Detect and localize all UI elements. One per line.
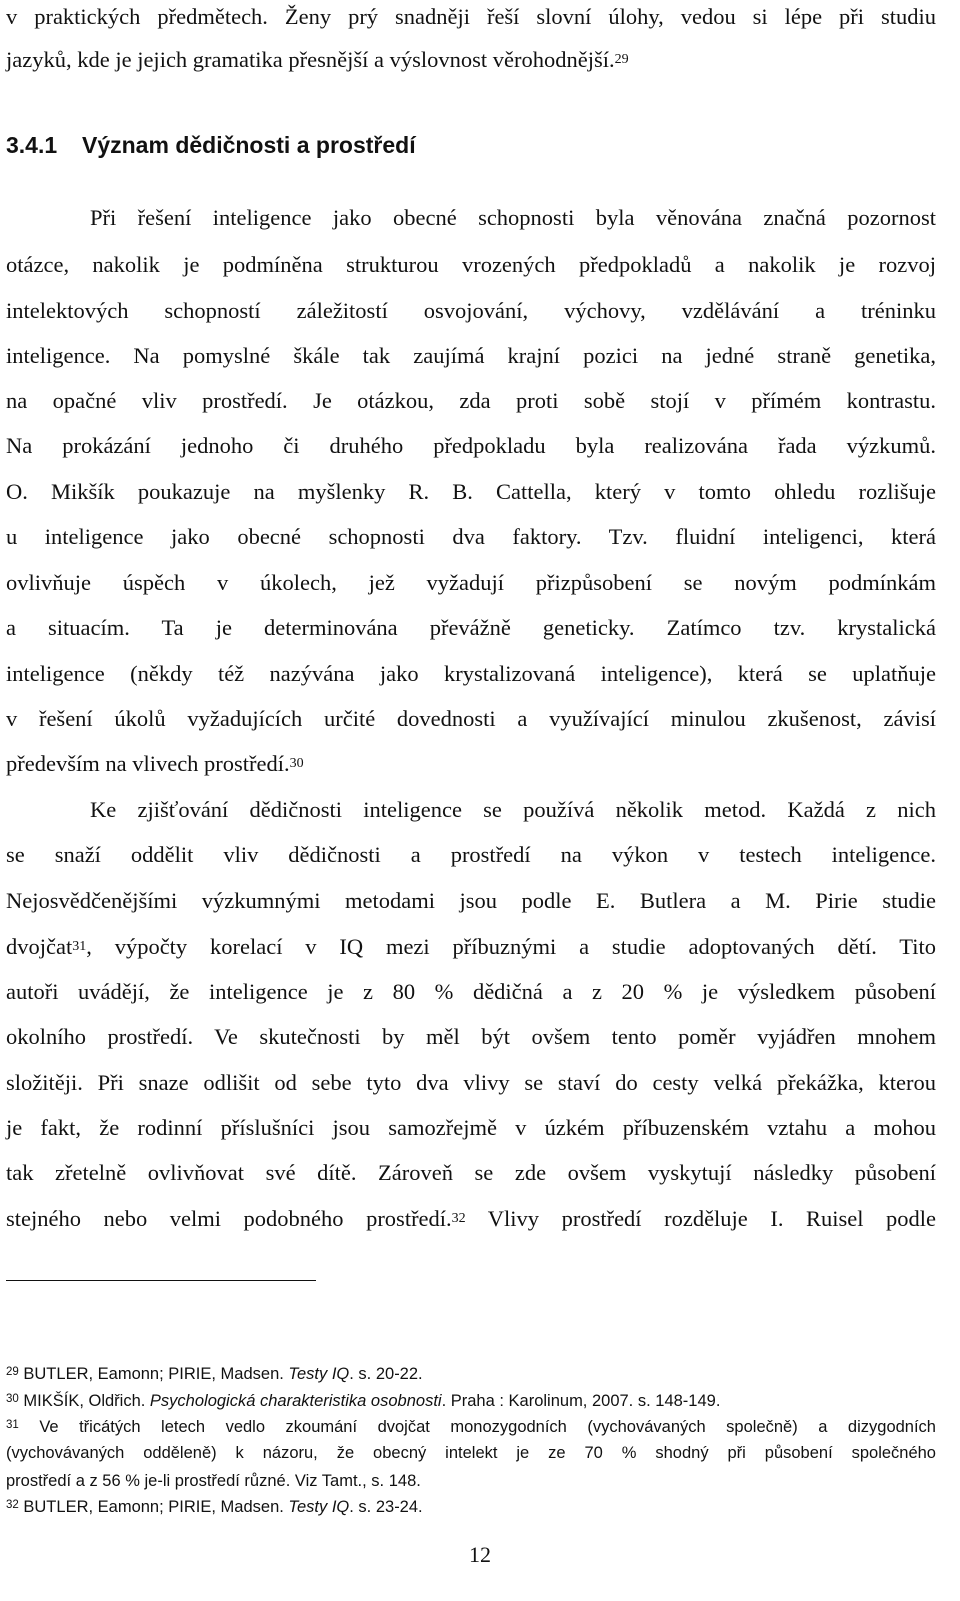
footnote-number: 29	[6, 1366, 19, 1378]
text-line: otázce, nakolik je podmíněna strukturou vrozených předpokladů a nakolik je rozvoj	[6, 252, 936, 277]
text-line: ovlivňuje úspěch v úkolech, jež vyžadují přizpůsobení se novým podmínkám	[6, 570, 936, 595]
text-line: Při řešení inteligence jako obecné schopnosti byla věnována značná pozornost	[90, 205, 936, 230]
section-title: Význam dědičnosti a prostředí	[82, 132, 416, 158]
footnote: $^{30}$ MIKŠÍK, Oldřich. Psychologická charakteristika osobnosti. Praha : Karolinum, 2007. s. 148-149.	[6, 1392, 721, 1410]
text-line: především na vlivech prostředí.$^{30}$	[6, 751, 304, 776]
text-line: autoři uvádějí, že inteligence je z 80 % dědičná a z 20 % je výsledkem působení	[6, 979, 936, 1004]
footnote-ref[interactable]: 32	[451, 1211, 466, 1226]
text-line: Na prokázání jednoho či druhého předpokladu byla realizována řada výzkumů.	[6, 433, 936, 458]
section-number: 3.4.1	[6, 132, 58, 158]
footnote-ref[interactable]: 29	[614, 52, 629, 67]
text-line: jazyků, kde je jejich gramatika přesnější a výslovnost věrohodnější.$^{29}$	[6, 47, 629, 72]
footnote-ref[interactable]: 30	[289, 756, 304, 771]
footnote-line: (vychovávaných odděleně) k názoru, že obecný intelekt je ze 70 % shodný při působení společného	[6, 1444, 936, 1462]
text-line: inteligence (někdy též nazývána jako krystalizovaná inteligence), která se uplatňuje	[6, 661, 936, 686]
text-line: Ke zjišťování dědičnosti inteligence se používá několik metod. Každá z nich	[90, 797, 936, 822]
text-line: okolního prostředí. Ve skutečnosti by měl být ovšem tento poměr vyjádřen mnohem	[6, 1024, 936, 1049]
text-line: v praktických předmětech. Ženy prý snadněji řeší slovní úlohy, vedou si lépe při studiu	[6, 4, 936, 29]
footnote-number: 32	[6, 1499, 19, 1511]
footnote-ref[interactable]: 31	[72, 939, 87, 954]
footnote-number: 30	[6, 1393, 19, 1405]
text-line: složitěji. Při snaze odlišit od sebe tyto dva vlivy se staví do cesty velká překážka, kterou	[6, 1070, 936, 1095]
text-line: inteligence. Na pomyslné škále tak zaujímá krajní pozici na jedné straně genetika,	[6, 343, 936, 368]
text-line: v řešení úkolů vyžadujících určité dovednosti a využívající minulou zkušenost, závisí	[6, 706, 936, 731]
footnote: $^{31}$ Ve třicátých letech vedlo zkoumání dvojčat monozygodních (vychovávaných společně) a dizygodních	[6, 1418, 936, 1436]
text-line: se snaží oddělit vliv dědičnosti a prostředí na výkon v testech inteligence.	[6, 842, 936, 867]
footnote-line: prostředí a z 56 % je-li prostředí různé. Viz Tamt., s. 148.	[6, 1472, 421, 1490]
footnote-number: 31	[6, 1419, 19, 1431]
text-line: intelektových schopností záležitostí osvojování, výchovy, vzdělávání a tréninku	[6, 298, 936, 323]
text-line: u inteligence jako obecné schopnosti dva faktory. Tzv. fluidní inteligenci, která	[6, 524, 936, 549]
text-line: Nejosvědčenějšími výzkumnými metodami jsou podle E. Butlera a M. Pirie studie	[6, 888, 936, 913]
section-heading	[6, 130, 416, 160]
text-line: na opačné vliv prostředí. Je otázkou, zda proti sobě stojí v přímém kontrastu.	[6, 388, 936, 413]
text-line: stejného nebo velmi podobného prostředí.$^{32}$ Vlivy prostředí rozděluje I. Ruisel podle	[6, 1206, 936, 1231]
text-line: tak zřetelně ovlivňovat své dítě. Zároveň se zde ovšem vyskytují následky působení	[6, 1160, 936, 1185]
page-number: 12	[469, 1542, 491, 1567]
footnote: $^{29}$ BUTLER, Eamonn; PIRIE, Madsen. Testy IQ. s. 20-22.	[6, 1365, 423, 1383]
text-line: je fakt, že rodinní příslušníci jsou samozřejmě v úzkém příbuzenském vztahu a mohou	[6, 1115, 936, 1140]
footnote-separator	[6, 1280, 316, 1281]
text-line: O. Mikšík poukazuje na myšlenky R. B. Cattella, který v tomto ohledu rozlišuje	[6, 479, 936, 504]
footnote: $^{32}$ BUTLER, Eamonn; PIRIE, Madsen. Testy IQ. s. 23-24.	[6, 1498, 423, 1516]
text-line: dvojčat$^{31}$, výpočty korelací v IQ mezi příbuznými a studie adoptovaných dětí. Tito	[6, 934, 936, 959]
text-line: a situacím. Ta je determinována převážně geneticky. Zatímco tzv. krystalická	[6, 615, 936, 640]
